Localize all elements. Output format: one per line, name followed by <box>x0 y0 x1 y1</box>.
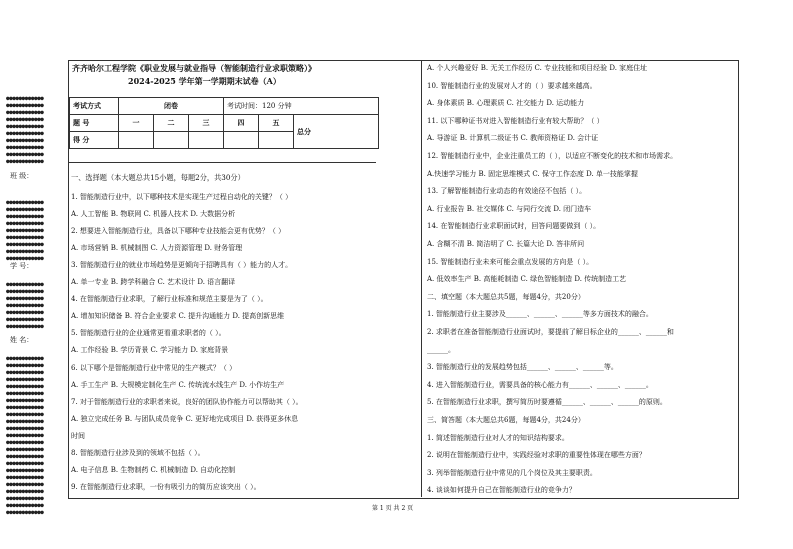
total-label: 总分 <box>294 115 379 149</box>
exam-mode-value: 闭卷 <box>119 98 224 115</box>
question-text: 9. 在智能制造行业求职，一份有吸引力的简历应该突出（ ）。 <box>71 482 261 491</box>
question-text: 4. 在智能制造行业求职，了解行业标准和规范主要是为了（ ）。 <box>71 295 268 304</box>
answer-options: A. 单一专业 B. 跨学科融合 C. 艺术设计 D. 语言翻译 <box>71 278 236 287</box>
binding-dots: ●●●●●●●●●●●● <box>6 323 44 330</box>
binding-dots: ●●●●●●●●●●●● <box>6 488 44 495</box>
question-text: 2. 求职者在准备智能制造行业面试时，要提前了解目标企业的______、______和 <box>427 328 674 336</box>
binding-dots: ●●●●●●●●●●●● <box>6 425 44 432</box>
col-3: 三 <box>189 115 224 132</box>
binding-dots: ●●●●●●●●●●●● <box>6 362 44 369</box>
question-text: 4. 谈谈如何提升自己在智能制造行业的竞争力？ <box>427 486 576 495</box>
binding-dots: ●●●●●●●●●●●● <box>6 95 44 102</box>
binding-dots: ●●●●●●●●●●●● <box>6 383 44 390</box>
binding-dots: ●●●●●●●●●●●● <box>6 404 44 411</box>
binding-dots: ●●●●●●●●●●●● <box>6 460 44 467</box>
binding-dots: ●●●●●●●●●●●● <box>6 248 44 255</box>
binding-dots: ●●●●●●●●●●●● <box>6 199 44 206</box>
question-text: 1. 智能制造行业主要涉及______、______、______等多方面技术的融合。 <box>427 310 653 319</box>
question-text: ______。 <box>427 345 455 354</box>
answer-options: A. 人工智能 B. 物联网 C. 机器人技术 D. 大数据分析 <box>71 210 236 219</box>
student-info-label: 学 号： <box>10 262 34 270</box>
question-text: 8. 智能制造行业涉及到的领域不包括（ ）。 <box>71 448 205 457</box>
binding-dots: ●●●●●●●●●●●● <box>6 439 44 446</box>
binding-dots: ●●●●●●●●●●●● <box>6 390 44 397</box>
binding-dots: ●●●●●●●●●●●● <box>6 227 44 234</box>
answer-options: A. 电子信息 B. 生物制药 C. 机械制造 D. 自动化控制 <box>71 465 236 474</box>
binding-dots: ●●●●●●●●●●●● <box>6 220 44 227</box>
score-cell[interactable] <box>189 132 224 149</box>
binding-strip <box>6 95 60 525</box>
question-text: 3. 列举智能制造行业中常见的几个岗位及其主要职责。 <box>427 468 597 477</box>
question-text: 15. 智能制造行业未来可能会重点发展的方向是（ ）。 <box>427 257 594 266</box>
answer-options: A. 个人兴趣爱好 B. 无关工作经历 C. 专业技能和项目经验 D. 家庭住址 <box>427 64 648 72</box>
question-text: 1. 简述智能制造行业对人才的知识结构要求。 <box>427 433 569 442</box>
answer-options: A. 增加知识储备 B. 符合企业要求 C. 提升沟通能力 D. 提高创新思维 <box>71 312 285 321</box>
section-heading: 三、简答题（本大题总共6题，每题4分，共24分） <box>427 416 585 424</box>
binding-dots: ●●●●●●●●●●●● <box>6 206 44 213</box>
section-heading: 二、填空题（本大题总共5题，每题4分，共20分） <box>427 292 585 301</box>
answer-options: A. 含糊不清 B. 简洁明了 C. 长篇大论 D. 答非所问 <box>427 240 585 248</box>
answer-options: 时间 <box>71 431 85 440</box>
binding-dots: ●●●●●●●●●●●● <box>6 123 44 130</box>
binding-dots: ●●●●●●●●●●●● <box>6 474 44 481</box>
binding-dots: ●●●●●●●●●●●● <box>6 102 44 109</box>
score-cell[interactable] <box>259 132 294 149</box>
binding-dots: ●●●●●●●●●●●● <box>6 355 44 362</box>
binding-dots: ●●●●●●●●●●●● <box>6 376 44 383</box>
student-info-label: 班 级： <box>10 172 34 180</box>
question-text: 3. 智能制造行业的就业市场趋势是更倾向于招聘具有（ ）能力的人才。 <box>71 261 293 270</box>
binding-dots: ●●●●●●●●●●●● <box>6 255 44 262</box>
question-text: 2. 说明在智能制造行业中，实践经验对求职的重要性体现在哪些方面？ <box>427 451 646 460</box>
question-text: 14. 在智能制造行业求职面试时，回答问题要做到（ ）。 <box>427 222 601 231</box>
student-info-label: 姓 名： <box>10 336 34 344</box>
binding-dots: ●●●●●●●●●●●● <box>6 130 44 137</box>
col-2: 二 <box>154 115 189 132</box>
binding-dots: ●●●●●●●●●●●● <box>6 116 44 123</box>
exam-title: 齐齐哈尔工程学院《职业发展与就业指导（智能制造行业求职策略）》 <box>72 63 316 73</box>
binding-dots: ●●●●●●●●●●●● <box>6 309 44 316</box>
section-heading: 一、选择题（本大题总共15小题，每题2分，共30分） <box>71 173 245 182</box>
binding-dots: ●●●●●●●●●●●● <box>6 302 44 309</box>
col-1: 一 <box>119 115 154 132</box>
question-text: 5. 在智能制造行业求职，撰写简历时要遵循______、______、______的原则。 <box>427 398 667 407</box>
binding-dots: ●●●●●●●●●●●● <box>6 432 44 439</box>
binding-dots: ●●●●●●●●●●●● <box>6 288 44 295</box>
answer-options: A. 导游证 B. 计算机二级证书 C. 教师资格证 D. 会计证 <box>427 134 599 143</box>
score-label: 得 分 <box>70 132 119 149</box>
binding-dots: ●●●●●●●●●●●● <box>6 281 44 288</box>
binding-dots: ●●●●●●●●●●●● <box>6 213 44 220</box>
question-text: 6. 以下哪个是智能制造行业中常见的生产模式？（ ） <box>71 363 237 372</box>
question-text: 1. 智能制造行业中，以下哪种技术是实现生产过程自动化的关键？（ ） <box>71 193 293 201</box>
binding-dots: ●●●●●●●●●●●● <box>6 241 44 248</box>
binding-dots: ●●●●●●●●●●●● <box>6 151 44 158</box>
binding-dots: ●●●●●●●●●●●● <box>6 411 44 418</box>
binding-dots: ●●●●●●●●●●●● <box>6 295 44 302</box>
answer-options: A. 独立完成任务 B. 与团队成员竞争 C. 更好地完成项目 D. 获得更多休息 <box>71 414 299 423</box>
score-cell[interactable] <box>224 132 259 149</box>
binding-dots: ●●●●●●●●●●●● <box>6 509 44 516</box>
binding-dots: ●●●●●●●●●●●● <box>6 418 44 425</box>
answer-options: A. 行业报告 B. 社交媒体 C. 与同行交流 D. 闭门造车 <box>427 204 592 213</box>
binding-dots: ●●●●●●●●●●●● <box>6 453 44 460</box>
binding-dots: ●●●●●●●●●●●● <box>6 467 44 474</box>
answer-options: A.快速学习能力 B. 固定思维模式 C. 保守工作态度 D. 单一技能掌握 <box>427 169 638 178</box>
exam-mode-label: 考试方式 <box>70 98 119 115</box>
binding-dots: ●●●●●●●●●●●● <box>6 234 44 241</box>
score-table <box>69 97 379 149</box>
binding-dots: ●●●●●●●●●●●● <box>6 316 44 323</box>
section-rule <box>69 162 376 163</box>
binding-dots: ●●●●●●●●●●●● <box>6 369 44 376</box>
page-footer: 第 1 页 共 2 页 <box>372 505 414 512</box>
score-cell[interactable] <box>119 132 154 149</box>
binding-dots: ●●●●●●●●●●●● <box>6 446 44 453</box>
binding-dots: ●●●●●●●●●●●● <box>6 144 44 151</box>
binding-dots: ●●●●●●●●●●●● <box>6 397 44 404</box>
question-text: 11. 以下哪种证书对进入智能制造行业有较大帮助？（ ） <box>427 116 604 125</box>
question-text: 13. 了解智能制造行业动态的有效途径不包括（ ）。 <box>427 187 587 196</box>
answer-options: A. 低效率生产 B. 高能耗制造 C. 绿色智能制造 D. 传统制造工艺 <box>427 275 627 284</box>
binding-dots: ●●●●●●●●●●●● <box>6 109 44 116</box>
binding-dots: ●●●●●●●●●●●● <box>6 502 44 509</box>
question-text: 5. 智能制造行业的企业通常更看重求职者的（ ）。 <box>71 329 226 338</box>
exam-subtitle: 2024-2025 学年第一学期期末试卷（A） <box>128 76 281 86</box>
question-text: 3. 智能制造行业的发展趋势包括______、______、______等。 <box>427 363 618 372</box>
question-text: 10. 智能制造行业的发展对人才的（ ）要求越来越高。 <box>427 81 597 90</box>
binding-dots: ●●●●●●●●●●●● <box>6 481 44 488</box>
binding-dots: ●●●●●●●●●●●● <box>6 495 44 502</box>
binding-dots: ●●●●●●●●●●●● <box>6 137 44 144</box>
question-number-label: 题 号 <box>70 115 119 132</box>
question-text: 4. 进入智能制造行业，需要具备的核心能力有______、______、______。 <box>427 380 653 389</box>
answer-options: A. 工作经验 B. 学历背景 C. 学习能力 D. 家庭背景 <box>71 346 229 355</box>
question-text: 7. 对于智能制造行业的求职者来说，良好的团队协作能力可以帮助其（ ）。 <box>71 397 303 406</box>
score-cell[interactable] <box>154 132 189 149</box>
binding-dots: ●●●●●●●●●●●● <box>6 158 44 165</box>
col-4: 四 <box>224 115 259 132</box>
question-text: 2. 想要进入智能制造行业，具备以下哪种专业技能会更有优势？（ ） <box>71 227 286 236</box>
column-divider <box>421 60 422 497</box>
question-text: 12. 智能制造行业中，企业注重员工的（ ），以适应不断变化的技术和市场需求。 <box>427 152 678 160</box>
answer-options: A. 市场营销 B. 机械制图 C. 人力资源管理 D. 财务管理 <box>71 244 243 253</box>
col-5: 五 <box>259 115 294 132</box>
answer-options: A. 身体素质 B. 心理素质 C. 社交能力 D. 运动能力 <box>427 99 585 108</box>
exam-time: 考试时间：120 分钟 <box>224 98 379 115</box>
answer-options: A. 手工生产 B. 大规模定制化生产 C. 传统流水线生产 D. 小作坊生产 <box>71 380 285 389</box>
